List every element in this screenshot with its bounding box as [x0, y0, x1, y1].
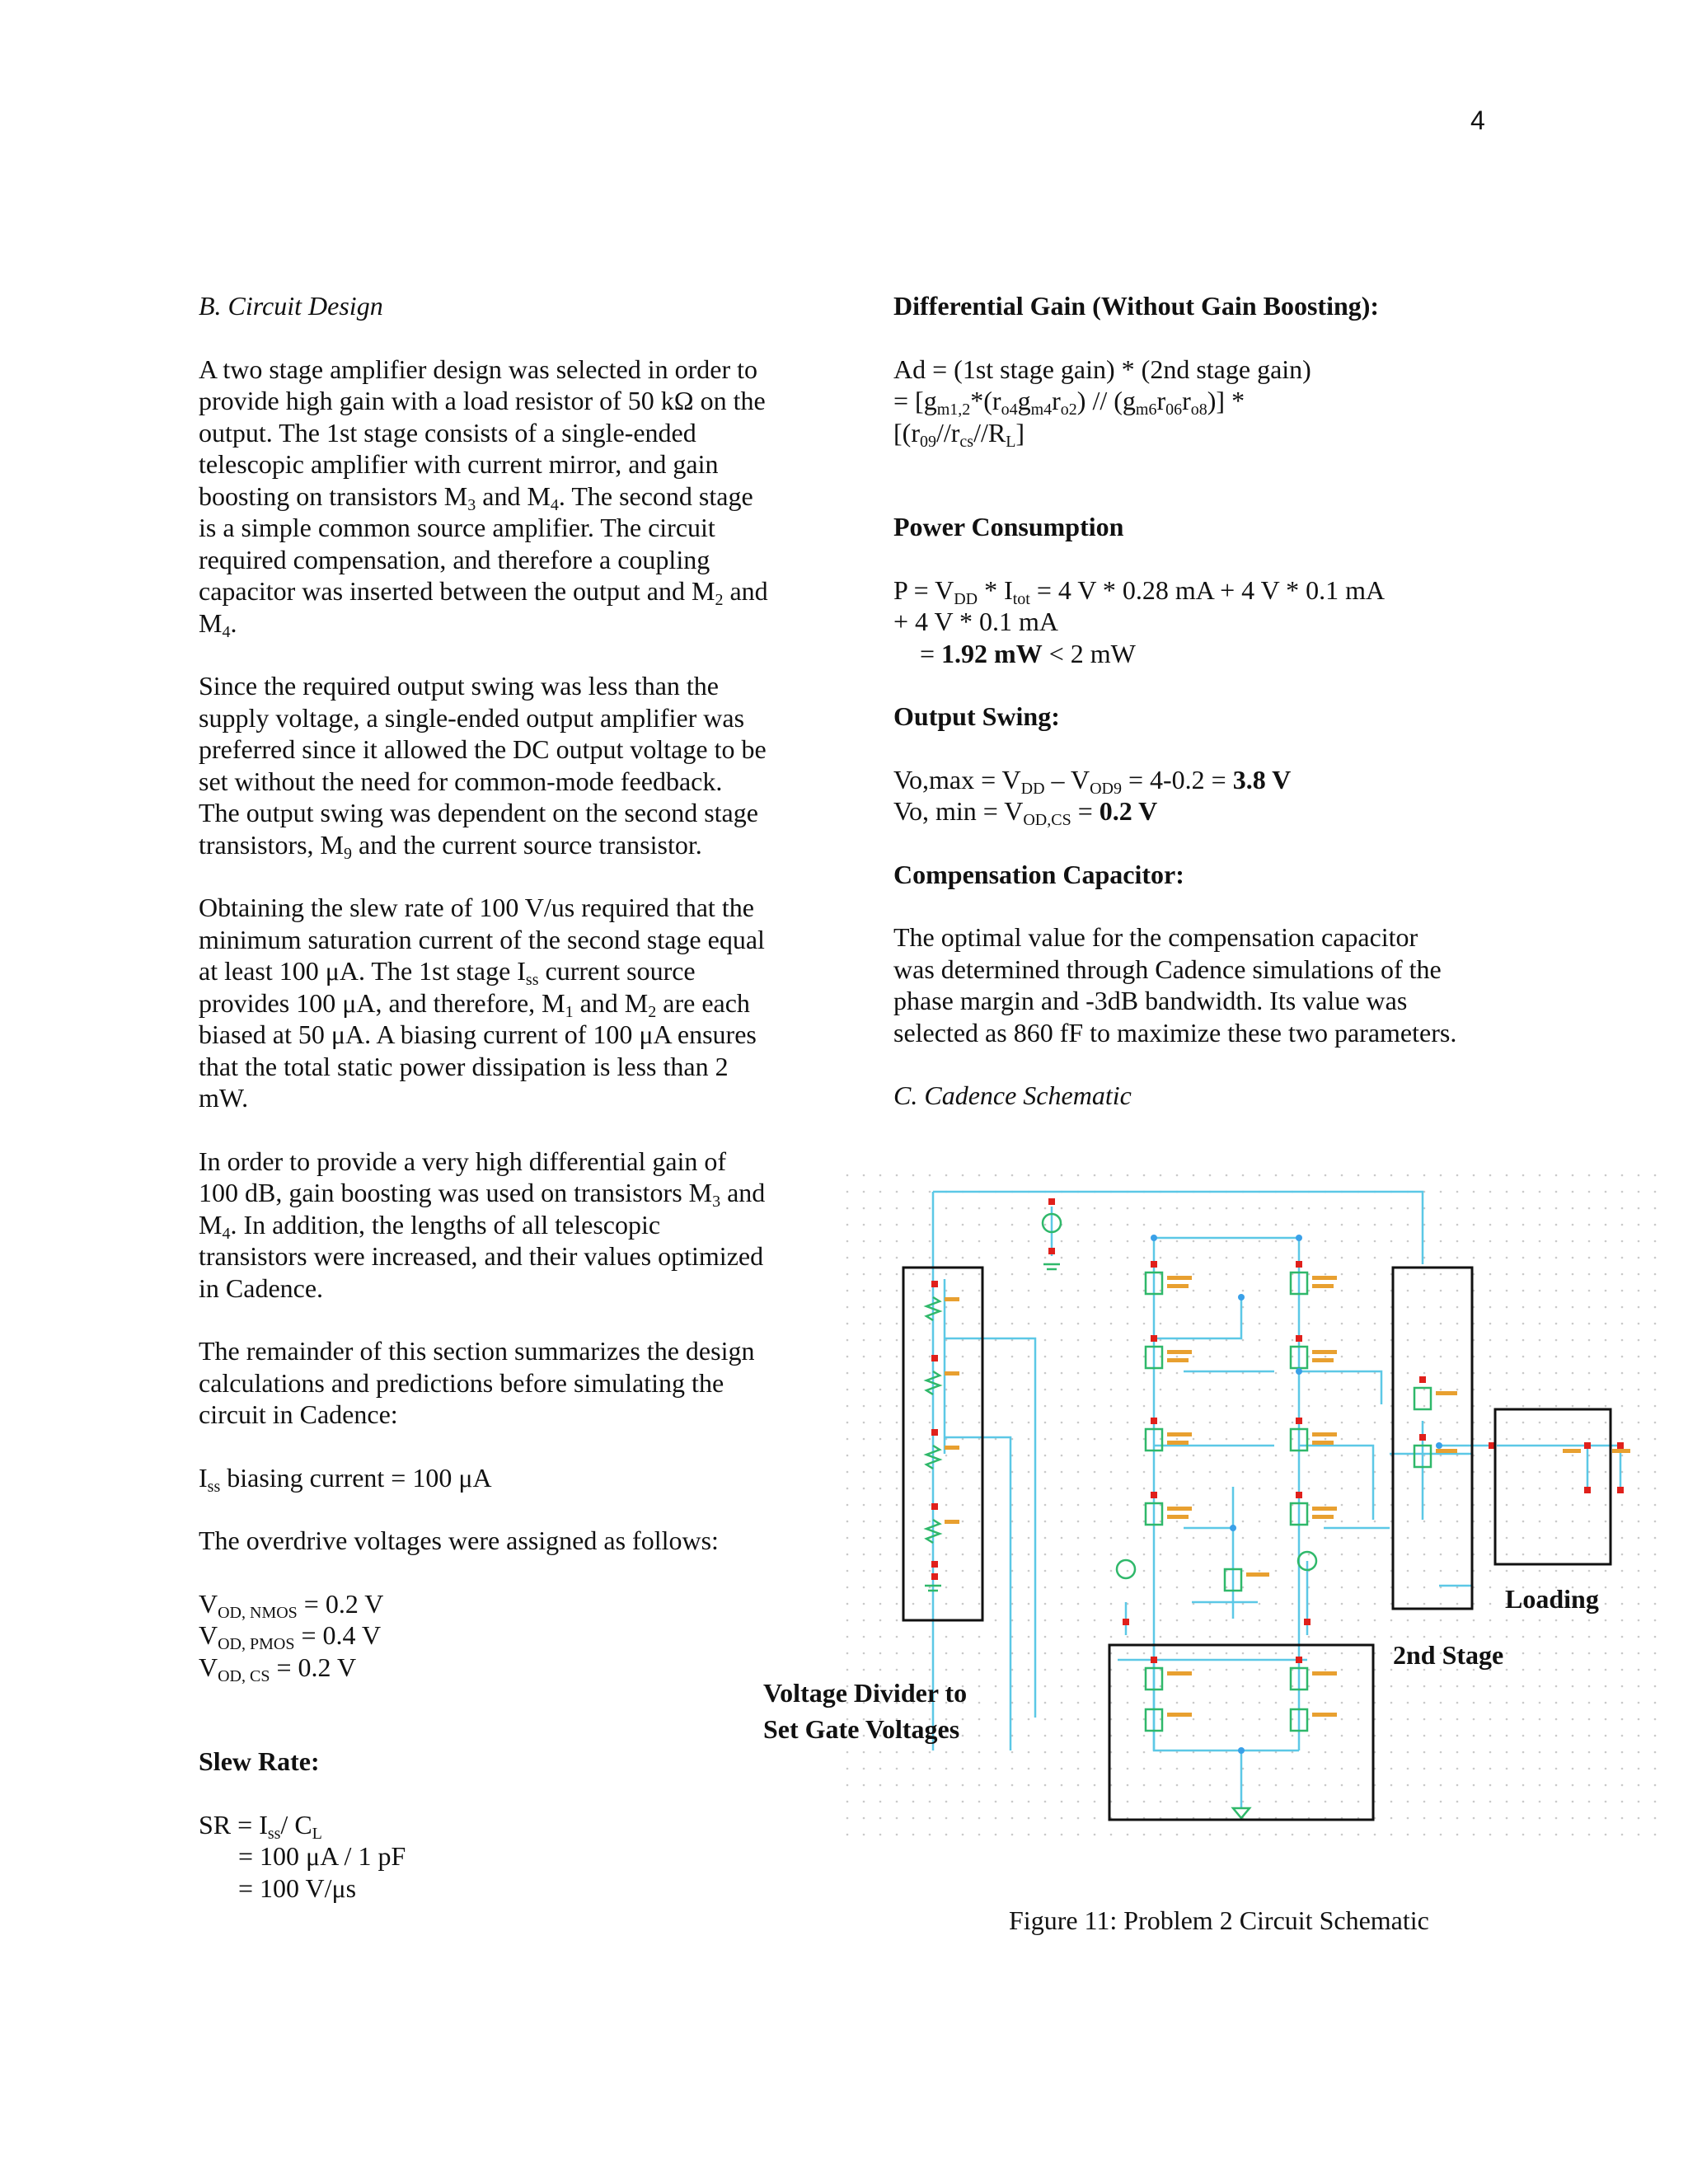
text-line: preferred since it allowed the DC output voltage to be [199, 734, 767, 764]
text-line: $M_4$. [199, 607, 237, 641]
text-line: required compensation, and therefore a coupling [199, 544, 710, 574]
text-line: transistors were increased, and their values optimized [199, 1241, 764, 1271]
second-stage-label: 2nd Stage [1393, 1640, 1504, 1670]
text-line: capacitor was inserted between the output and $M_2$ and [199, 576, 768, 609]
vod-pmos: $V_{OD, PMOS} = 0.4$ V [199, 1620, 382, 1653]
text-line: 100 dB, gain boosting was used on transistors $M_3$ and [199, 1178, 766, 1211]
text-line: selected as 860 fF to maximize these two parameters. [893, 1017, 1457, 1047]
power-eq-2: + 4 V * 0.1 mA [893, 607, 1058, 636]
text-line: The optimal value for the compensation capacitor [893, 922, 1418, 952]
text-line: $M_4$. In addition, the lengths of all telescopic [199, 1209, 661, 1243]
text-line: The remainder of this section summarizes the design [199, 1336, 755, 1366]
text-line: biased at 50 μA. A biasing current of 100 μA ensures [199, 1019, 757, 1049]
left-column [199, 290, 809, 1904]
text-line: calculations and predictions before simulating the [199, 1367, 724, 1398]
slew-rate-formula: SR = $I_{ss}/$ $C_L$ [199, 1809, 322, 1843]
paragraph-output-swing [199, 670, 809, 863]
label-line: Voltage Divider to [763, 1678, 968, 1708]
text-line: transistors, $M_9$ and the current source transistor. [199, 829, 702, 863]
cadence-schematic-heading: C. Cadence Schematic [893, 1080, 1132, 1110]
text-line: minimum saturation current of the second stage equal [199, 924, 765, 954]
power-eq-3: = 1.92 mW < 2 mW [920, 638, 1136, 668]
text-line: circuit in Cadence: [199, 1399, 398, 1429]
text-line: at least 100 μA. The 1st stage $I_{ss}$ current source [199, 956, 696, 989]
text-line: that the total static power dissipation is less than 2 [199, 1051, 729, 1081]
text-line: set without the need for common-mode feedback. [199, 766, 723, 796]
diff-gain-eq-2: = $[g_{m1,2}*(r_{o4}g_{m4}r_{o2}) // (g_{m6}r_{06}r_{o8})]$ * [893, 386, 1245, 419]
iss-biasing-current: $I_{ss}$ biasing current = 100 μA [199, 1462, 492, 1496]
section-heading-circuit-design: B. Circuit Design [199, 291, 383, 321]
overdrive-intro: The overdrive voltages were assigned as follows: [199, 1526, 719, 1555]
text-line: Obtaining the slew rate of 100 V/us required that the [199, 893, 754, 922]
paragraph-design-intro [199, 354, 809, 640]
text-line: In order to provide a very high differential gain of [199, 1146, 727, 1176]
text-line: supply voltage, a single-ended output amplifier was [199, 702, 745, 733]
paragraph-compensation [893, 921, 1503, 1048]
voltage-divider-label [763, 1675, 967, 1747]
text-line: A two stage amplifier design was selected in order to [199, 354, 758, 384]
loading-label: Loading [1505, 1584, 1599, 1614]
text-line: was determined through Cadence simulations of the [893, 954, 1442, 984]
label-line: Set Gate Voltages [763, 1714, 960, 1744]
text-line: Since the required output swing was less than the [199, 671, 719, 701]
diff-gain-eq-3: [$(r_{09}//r_{cs}//R_L]$ [893, 417, 1025, 451]
figure-caption: Figure 11: Problem 2 Circuit Schematic [1009, 1905, 1429, 1935]
power-eq-1: $P = V_{DD} * I_{tot} = 4$ V * 0.28 mA + 4 V * 0.1 mA [893, 574, 1386, 608]
comp-cap-heading: Compensation Capacitor: [893, 859, 1184, 889]
text-line: provides 100 μA, and therefore, $M_1$ and $M_2$ are each [199, 987, 750, 1021]
slew-rate-value-2: = 100 V/μs [238, 1872, 357, 1903]
output-swing-heading: Output Swing: [893, 701, 1060, 731]
vod-cs: $V_{OD, CS} = 0.2$ V [199, 1652, 357, 1685]
power-heading: Power Consumption [893, 512, 1124, 541]
vod-nmos: $V_{OD, NMOS} = 0.2$ V [199, 1588, 384, 1622]
text-line: is a simple common source amplifier. The circuit [199, 513, 715, 542]
paragraph-slew-rate [199, 892, 809, 1114]
right-column [893, 290, 1503, 1112]
circuit-schematic [846, 1174, 1668, 1849]
text-line: mW. [199, 1083, 249, 1113]
diff-gain-heading: Differential Gain (Without Gain Boosting): [893, 291, 1380, 321]
diff-gain-eq-1: Ad = (1st stage gain) * (2nd stage gain) [893, 354, 1311, 384]
text-line: telescopic amplifier with current mirror, and gain [199, 449, 719, 479]
page-number: 4 [1470, 105, 1485, 135]
text-line: boosting on transistors $M_3$ and $M_4$. The second stage [199, 480, 753, 514]
vo-max: $Vo,\max = V_{DD} - V_{OD9} = 4-0.2 = 3.8$ V [893, 764, 1292, 798]
paragraph-gain-boosting [199, 1146, 809, 1305]
text-line: output. The 1st stage consists of a single-ended [199, 417, 696, 448]
vo-min: Vo, $\min = V_{OD,CS} = 0.2$ V [893, 796, 1158, 829]
text-line: provide high gain with a load resistor of 50 kΩ on the [199, 386, 766, 415]
text-line: phase margin and -3dB bandwidth. Its value was [893, 986, 1408, 1015]
text-line: The output swing was dependent on the second stage [199, 798, 758, 827]
text-line: in Cadence. [199, 1272, 324, 1303]
paragraph-summary [199, 1335, 809, 1431]
slew-rate-heading: Slew Rate: [199, 1746, 320, 1776]
slew-rate-value-1: = 100 μA / 1 pF [238, 1841, 406, 1871]
